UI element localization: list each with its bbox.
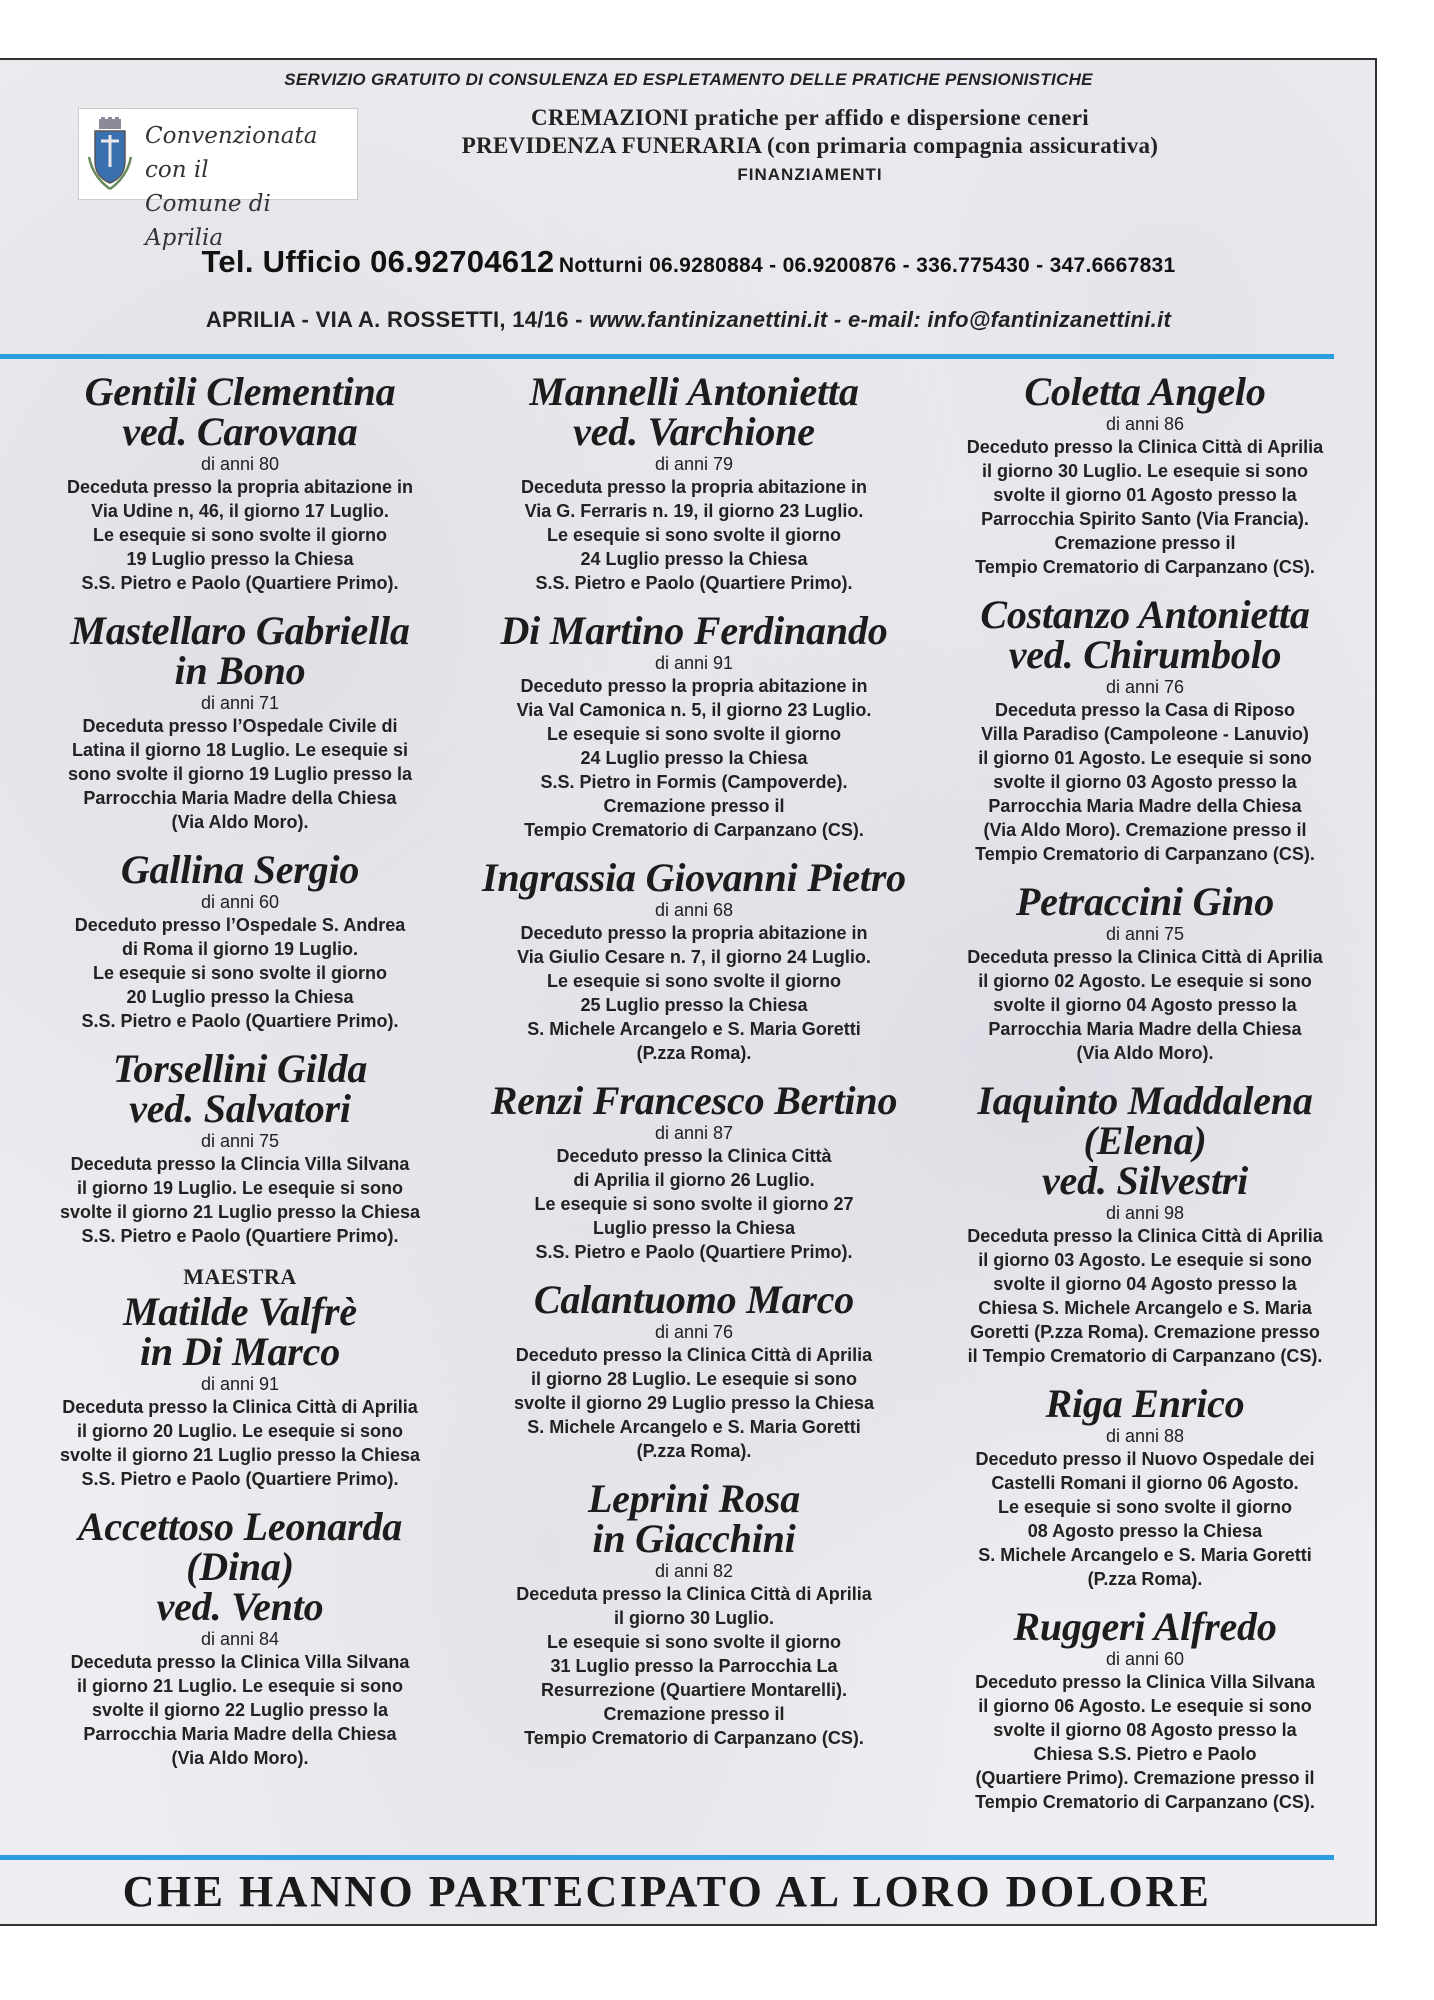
deceased-name: ved. Vento: [156, 1584, 324, 1629]
deceased-age: di anni 60: [200, 892, 280, 912]
service-line: SERVIZIO GRATUITO DI CONSULENZA ED ESPLETAMENTO DELLE PRATICHE PENSIONISTICHE: [284, 70, 1093, 89]
notice-details: Deceduta presso la propria abitazione in Via Udine n, 46, il giorno 17 Luglio. Le esequie si sono svolte il giorno 19 Luglio presso la Chiesa S.S. Pietro e Paolo (Quartiere Primo).: [66, 477, 414, 593]
office-phone: Tel. Ufficio 06.92704612: [201, 244, 555, 279]
obituary-notice: [20, 1264, 460, 1491]
deceased-name: Riga Enrico: [1045, 1381, 1245, 1426]
deceased-name: in Giacchini: [592, 1516, 796, 1561]
notice-details: Deceduta presso la Clinica Città di Aprilia il giorno 02 Agosto. Le esequie si sono svolte il giorno 04 Agosto presso la Parrocchia Maria Madre della Chiesa (Via Aldo Moro).: [967, 947, 1323, 1063]
deceased-age: di anni 75: [200, 1131, 280, 1151]
notice-details: Deceduto presso la Clinica Città di Aprilia il giorno 28 Luglio. Le esequie si sono svolte il giorno 29 Luglio presso la Chiesa S. Michele Arcangelo e S. Maria Goretti (P.zza Roma).: [513, 1345, 875, 1461]
deceased-name: Petraccini Gino: [1015, 879, 1275, 924]
deceased-name: Accettoso Leonarda (Dina): [77, 1504, 403, 1589]
notice-details: Deceduta presso la Clincia Villa Silvana il giorno 19 Luglio. Le esequie si sono svolte il giorno 21 Luglio presso la Chiesa S.S. Pietro e Paolo (Quartiere Primo).: [59, 1154, 421, 1246]
notice-prefix: MAESTRA: [183, 1264, 297, 1289]
deceased-name: Torsellini Gilda: [112, 1046, 368, 1091]
obituary-notice: [925, 879, 1365, 1065]
address-line: [0, 307, 1377, 333]
services-financing: FINANZIAMENTI: [737, 165, 883, 184]
convention-line: Convenzionata con il: [145, 123, 318, 183]
obituary-notice: [925, 1381, 1365, 1591]
coat-of-arms-icon: [87, 117, 133, 191]
deceased-age: di anni 76: [1105, 677, 1185, 697]
column-2: [474, 369, 914, 1766]
obituary-notice: [20, 369, 460, 595]
obituary-notice: [474, 1078, 914, 1264]
obituary-notice: [474, 369, 914, 595]
deceased-name: in Di Marco: [139, 1329, 341, 1374]
deceased-age: di anni 71: [200, 693, 280, 713]
obituary-notice: [925, 592, 1365, 866]
deceased-age: di anni 75: [1105, 924, 1185, 944]
obituary-notice: [474, 608, 914, 842]
deceased-name: Mannelli Antonietta: [529, 369, 859, 414]
deceased-name: ved. Carovana: [122, 409, 358, 454]
obituary-notice: [20, 1504, 460, 1770]
top-divider: [0, 354, 1334, 359]
deceased-name: Di Martino Ferdinando: [500, 608, 888, 653]
obituary-notice: [20, 608, 460, 834]
obituary-notice: [925, 1604, 1365, 1814]
notice-details: Deceduta presso la Clinica Città di Aprilia il giorno 30 Luglio. Le esequie si sono svolte il giorno 31 Luglio presso la Parrocchia La Resurrezione (Quartiere Montarelli). Cremazione presso il Tempio Crematorio di Carpanzano (CS).: [516, 1584, 872, 1748]
services-block: [370, 104, 1250, 190]
obituary-notice: [20, 1046, 460, 1248]
deceased-name: in Bono: [174, 648, 306, 693]
notice-details: Deceduta presso la Clinica Villa Silvana il giorno 21 Luglio. Le esequie si sono svolte il giorno 22 Luglio presso la Parrocchia Maria Madre della Chiesa (Via Aldo Moro).: [70, 1652, 410, 1768]
obituary-notice: [925, 1078, 1365, 1368]
deceased-age: di anni 86: [1105, 414, 1185, 434]
convention-line: Comune di Aprilia: [145, 191, 271, 251]
deceased-name: Leprini Rosa: [587, 1476, 801, 1521]
deceased-age: di anni 98: [1105, 1203, 1185, 1223]
deceased-age: di anni 79: [654, 454, 734, 474]
deceased-name: ved. Chirumbolo: [1008, 632, 1282, 677]
obituary-notice: [20, 847, 460, 1033]
deceased-name: Mastellaro Gabriella: [70, 608, 410, 653]
web-contacts: www.fantinizanettini.it - e-mail: info@fantinizanettini.it: [589, 307, 1172, 332]
deceased-name: Renzi Francesco Bertino: [490, 1078, 898, 1123]
notice-details: Deceduto presso la Clinica Città di Aprilia il giorno 26 Luglio. Le esequie si sono svolte il giorno 27 Luglio presso la Chiesa S.S. Pietro e Paolo (Quartiere Primo).: [534, 1146, 854, 1262]
column-3: [925, 369, 1365, 1830]
deceased-name: Costanzo Antonietta: [980, 592, 1310, 637]
notice-details: Deceduto presso la propria abitazione in Via Giulio Cesare n. 7, il giorno 24 Luglio. Le esequie si sono svolte il giorno 25 Luglio presso la Chiesa S. Michele Arcangelo e S. Maria Goretti (P.zza Roma).: [517, 923, 871, 1063]
deceased-age: di anni 91: [654, 653, 734, 673]
deceased-name: Calantuomo Marco: [533, 1277, 855, 1322]
notice-details: Deceduto presso la Clinica Villa Silvana il giorno 06 Agosto. Le esequie si sono svolte il giorno 08 Agosto presso la Chiesa S.S. Pietro e Paolo (Quartiere Primo). Cremazione presso il Tempio Crematorio di Carpanzano (CS).: [975, 1672, 1315, 1812]
obituary-notice: [925, 369, 1365, 579]
deceased-age: di anni 91: [200, 1374, 280, 1394]
obituary-notice: [474, 1476, 914, 1750]
notice-details: Deceduta presso la Clinica Città di Aprilia il giorno 20 Luglio. Le esequie si sono svolte il giorno 21 Luglio presso la Chiesa S.S. Pietro e Paolo (Quartiere Primo).: [59, 1397, 421, 1489]
deceased-age: di anni 84: [200, 1629, 280, 1649]
convention-text: [145, 119, 355, 255]
deceased-name: Ingrassia Giovanni Pietro: [482, 855, 906, 900]
deceased-age: di anni 68: [654, 900, 734, 920]
deceased-age: di anni 80: [200, 454, 280, 474]
deceased-name: ved. Varchione: [573, 409, 815, 454]
notice-details: Deceduto presso la propria abitazione in Via Val Camonica n. 5, il giorno 23 Luglio. Le esequie si sono svolte il giorno 24 Luglio presso la Chiesa S.S. Pietro in Formis (Campoverde). Cremazione presso il Tempio Crematorio di Carpanzano (CS).: [516, 676, 872, 840]
deceased-name: Gallina Sergio: [120, 847, 360, 892]
deceased-name: Ruggeri Alfredo: [1013, 1604, 1277, 1649]
bottom-divider: [0, 1855, 1334, 1860]
night-phones: Notturni 06.9280884 - 06.9200876 - 336.775430 - 347.6667831: [558, 254, 1176, 277]
notice-details: Deceduta presso la propria abitazione in Via G. Ferraris n. 19, il giorno 23 Luglio. Le esequie si sono svolte il giorno 24 Luglio presso la Chiesa S.S. Pietro e Paolo (Quartiere Primo).: [520, 477, 868, 593]
phone-line: [0, 244, 1377, 280]
address: APRILIA - VIA A. ROSSETTI, 14/16 -: [205, 307, 583, 332]
deceased-name: ved. Silvestri: [1041, 1158, 1249, 1203]
deceased-name: Gentili Clementina: [84, 369, 396, 414]
deceased-name: ved. Salvatori: [129, 1086, 351, 1131]
obituary-notice: [474, 1277, 914, 1463]
obituary-notice: [474, 855, 914, 1065]
deceased-age: di anni 87: [654, 1123, 734, 1143]
column-1: [20, 369, 460, 1786]
services-insurance: PREVIDENZA FUNERARIA (con primaria compagnia assicurativa): [461, 133, 1159, 158]
services-cremation: CREMAZIONI pratiche per affido e dispersione ceneri: [531, 105, 1089, 130]
notice-details: Deceduta presso la Clinica Città di Aprilia il giorno 03 Agosto. Le esequie si sono svolte il giorno 04 Agosto presso la Chiesa S. Michele Arcangelo e S. Maria Goretti (P.zza Roma). Cremazione presso il Tempio Crematorio di Carpanzano (CS).: [967, 1226, 1323, 1366]
deceased-name: Matilde Valfrè: [123, 1289, 357, 1334]
footer-text: CHE HANNO PARTECIPATO AL LORO DOLORE: [122, 1867, 1212, 1916]
deceased-name: Iaquinto Maddalena (Elena): [977, 1078, 1313, 1163]
deceased-name: Coletta Angelo: [1024, 369, 1266, 414]
convention-box: [78, 108, 358, 251]
notice-details: Deceduto presso l’Ospedale S. Andrea di Roma il giorno 19 Luglio. Le esequie si sono svolte il giorno 20 Luglio presso la Chiesa S.S. Pietro e Paolo (Quartiere Primo).: [74, 915, 406, 1031]
notice-details: Deceduto presso la Clinica Città di Aprilia il giorno 30 Luglio. Le esequie si sono svolte il giorno 01 Agosto presso la Parrocchia Spirito Santo (Via Francia). Cremazione presso il Tempio Crematorio di Carpanzano (CS).: [966, 437, 1324, 577]
deceased-age: di anni 82: [654, 1561, 734, 1581]
deceased-age: di anni 76: [654, 1322, 734, 1342]
notice-details: Deceduta presso la Casa di Riposo Villa Paradiso (Campoleone - Lanuvio) il giorno 01 Agosto. Le esequie si sono svolte il giorno 03 Agosto presso la Parrocchia Maria Madre della Chiesa (Via Aldo Moro). Cremazione presso il Tempio Crematorio di Carpanzano (CS).: [975, 700, 1315, 864]
deceased-age: di anni 88: [1105, 1426, 1185, 1446]
obituary-columns: [0, 369, 1377, 1852]
notice-details: Deceduto presso il Nuovo Ospedale dei Castelli Romani il giorno 06 Agosto. Le esequie si sono svolte il giorno 08 Agosto presso la Chiesa S. Michele Arcangelo e S. Maria Goretti (P.zza Roma).: [975, 1449, 1315, 1589]
notice-details: Deceduta presso l’Ospedale Civile di Latina il giorno 18 Luglio. Le esequie si sono svolte il giorno 19 Luglio presso la Parrocchia Maria Madre della Chiesa (Via Aldo Moro).: [67, 716, 413, 832]
deceased-age: di anni 60: [1105, 1649, 1185, 1669]
